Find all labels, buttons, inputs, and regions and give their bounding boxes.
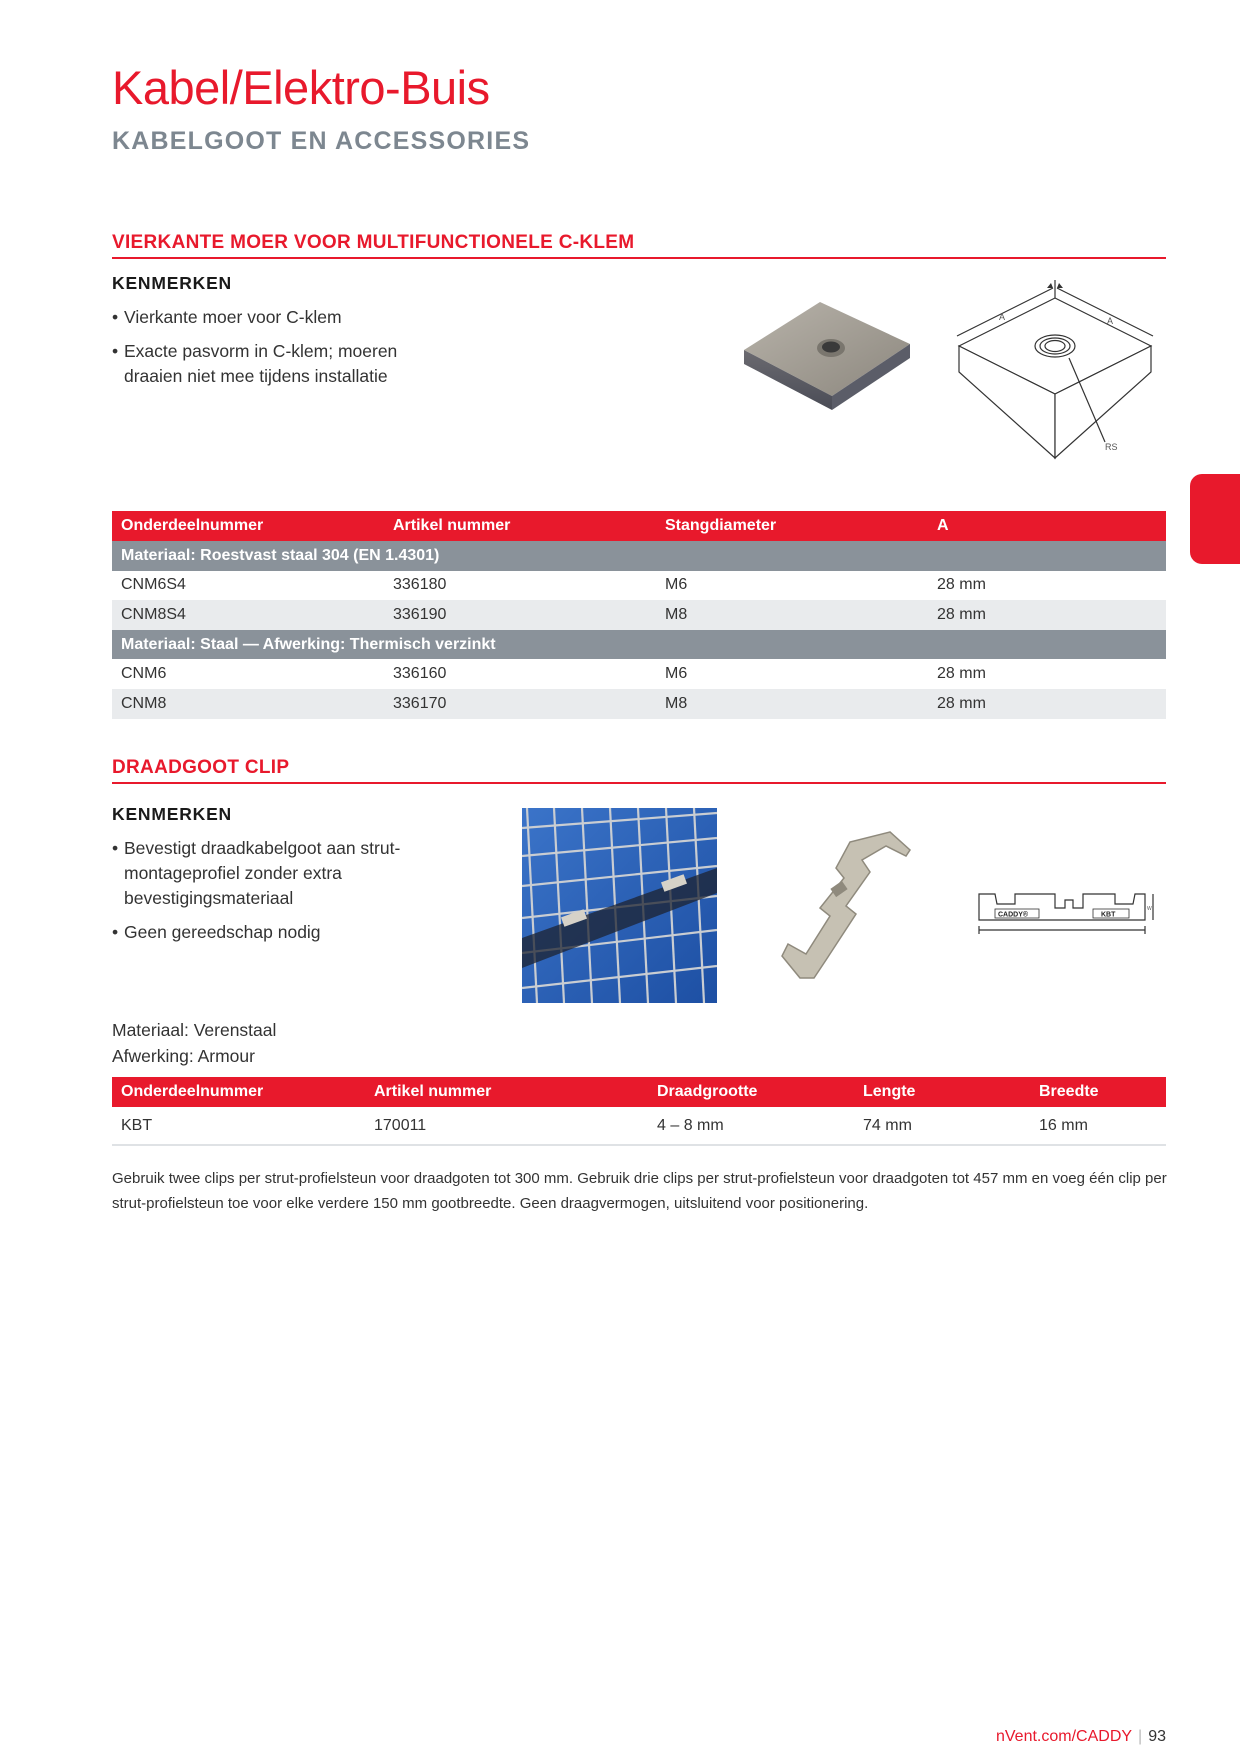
col-header: Onderdeelnummer [112, 1077, 365, 1107]
table-row: CNM8S4 336190 M8 28 mm [112, 600, 1166, 630]
col-header: Artikel nummer [365, 1077, 648, 1107]
wire-clip-diagram [975, 882, 1155, 942]
col-header: Breedte [1030, 1077, 1166, 1107]
table-row: CNM6 336160 M6 28 mm [121, 665, 986, 683]
diagram-label-rs: RS [1105, 442, 1118, 452]
table-row: CNM8 336170 M8 28 mm [112, 689, 1166, 719]
chapter-tab [1190, 474, 1240, 564]
section-heading-wire-clip: DRAADGOOT CLIP [112, 757, 1166, 784]
wire-clip-table [112, 1077, 1166, 1146]
diagram-brand-label: CADDY® [998, 911, 1029, 919]
page-footer [996, 1728, 1166, 1746]
section-heading-square-nut: VIERKANTE MOER VOOR MULTIFUNCTIONELE C-KLEM [112, 232, 1166, 259]
table-row: CNM6S4 336180 M6 28 mm [121, 576, 986, 594]
col-header: Stangdiameter [656, 511, 928, 541]
feature-item: • Bevestigt draadkabelgoot aan strut-montageprofiel zonder extra bevestigingsmateriaal [112, 836, 412, 911]
wire-tray-photo [522, 808, 717, 1003]
feature-item: • Exacte pasvorm in C-klem; moeren draaien niet mee tijdens installatie [112, 339, 442, 389]
feature-item: • Vierkante moer voor C-klem [112, 305, 442, 330]
col-header: Draadgrootte [648, 1077, 854, 1107]
material-info [112, 1017, 276, 1069]
feature-item: • Geen gereedschap nodig [112, 920, 412, 945]
col-header: Onderdeelnummer [112, 511, 384, 541]
material-group-row: Materiaal: Roestvast staal 304 (EN 1.4301) [112, 541, 1166, 571]
table-row: KBT 170011 4 – 8 mm 74 mm 16 mm [112, 1107, 1166, 1145]
finish-line: Afwerking: Armour [112, 1046, 255, 1066]
col-header: Artikel nummer [384, 511, 656, 541]
usage-note: Gebruik twee clips per strut-profielsteun voor draadgoten tot 300 mm. Gebruik drie clips per strut-profielsteun voor draadgoten tot 457 mm en voeg één clip per strut-profielsteun toe voor elke verdere 150 mm gootbreedte. Geen draagvermogen, uitsluitend voor positionering. [112, 1170, 1167, 1212]
page-title: Kabel/Elektro-Buis [112, 61, 490, 114]
features-heading: KENMERKEN [112, 273, 232, 293]
features-list [112, 305, 442, 398]
diagram-label-w: W [1147, 906, 1152, 912]
material-group-row: Materiaal: Staal — Afwerking: Thermisch verzinkt [112, 630, 1166, 660]
col-header: Lengte [854, 1077, 1030, 1107]
page-subtitle: KABELGOOT EN ACCESSORIES [112, 127, 531, 155]
square-nut-diagram [955, 276, 1155, 461]
wire-clip-photo [740, 828, 920, 988]
features-heading: KENMERKEN [112, 804, 232, 824]
diagram-code-label: KBT [1101, 911, 1116, 919]
features-list [112, 836, 412, 954]
material-line: Materiaal: Verenstaal [112, 1020, 277, 1040]
col-header: A [928, 511, 1166, 541]
page-number: 93 [1148, 1728, 1166, 1745]
footer-separator: | [1138, 1728, 1143, 1745]
footer-link[interactable]: nVent.com/CADDY [995, 1728, 1133, 1745]
diagram-label-a: A [1107, 316, 1114, 326]
diagram-label-a: A [999, 312, 1006, 322]
square-nut-photo [740, 298, 920, 413]
square-nut-table [112, 511, 1166, 719]
